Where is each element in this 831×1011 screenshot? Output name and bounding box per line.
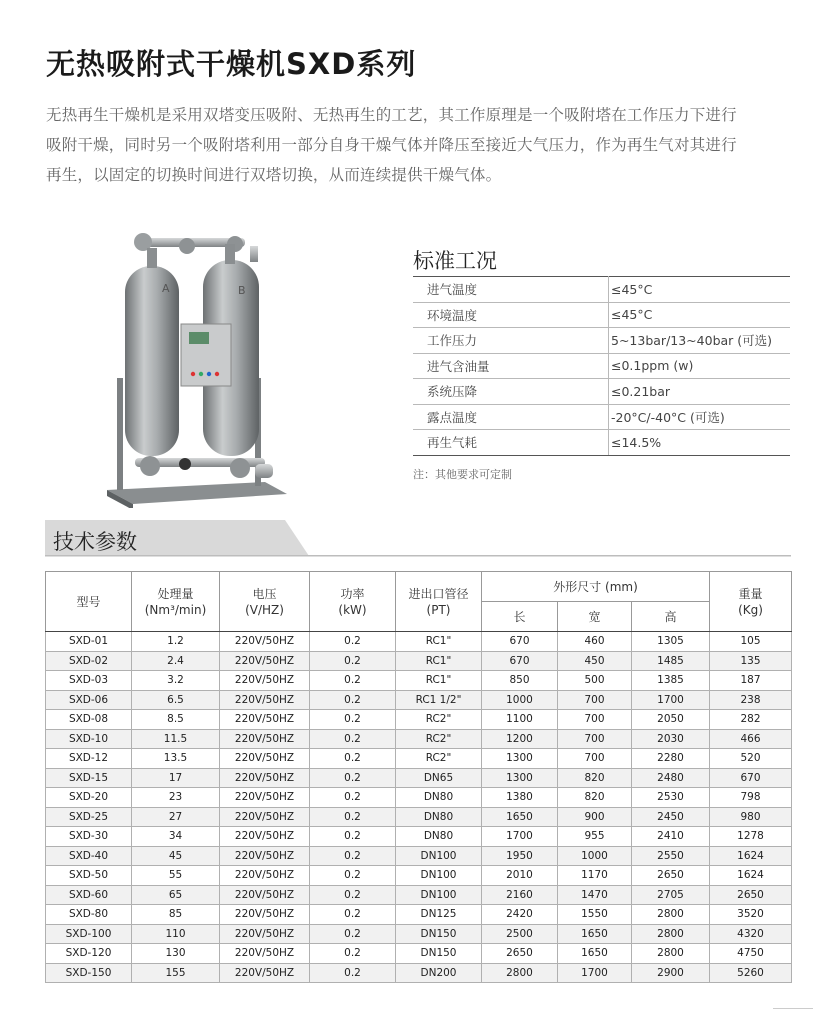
cell-length: 1650 <box>482 807 558 827</box>
cell-weight: 798 <box>710 788 792 808</box>
cell-length: 1300 <box>482 768 558 788</box>
table-row <box>46 924 792 944</box>
cell-width: 1550 <box>558 905 632 925</box>
intro-paragraph <box>46 100 806 190</box>
cell-model: SXD-150 <box>46 963 132 983</box>
condition-value: -20°C/-40°C (可选) <box>609 404 791 430</box>
condition-key: 环境温度 <box>413 302 609 328</box>
control-panel <box>181 324 231 386</box>
col-length: 长 <box>482 602 558 632</box>
cell-length: 670 <box>482 632 558 652</box>
table-row <box>46 905 792 925</box>
table-row <box>46 963 792 983</box>
cell-width: 1650 <box>558 924 632 944</box>
cell-voltage: 220V/50HZ <box>220 651 310 671</box>
cell-length: 1380 <box>482 788 558 808</box>
header-label: 功率 <box>340 586 365 601</box>
page-title: 无热吸附式干燥机SXD系列 <box>46 47 417 81</box>
condition-key: 进气含油量 <box>413 353 609 379</box>
cell-flow: 1.2 <box>132 632 220 652</box>
cell-model: SXD-50 <box>46 866 132 886</box>
cell-width: 450 <box>558 651 632 671</box>
cell-height: 2050 <box>632 710 710 730</box>
cell-port: RC2" <box>396 749 482 769</box>
table-row <box>46 846 792 866</box>
table-row <box>413 404 790 430</box>
cell-voltage: 220V/50HZ <box>220 963 310 983</box>
cell-flow: 23 <box>132 788 220 808</box>
col-height: 高 <box>632 602 710 632</box>
cell-weight: 238 <box>710 690 792 710</box>
cell-width: 700 <box>558 729 632 749</box>
tech-section-banner <box>45 520 791 558</box>
cell-power: 0.2 <box>310 710 396 730</box>
table-row <box>46 632 792 652</box>
cell-width: 1000 <box>558 846 632 866</box>
cell-voltage: 220V/50HZ <box>220 944 310 964</box>
cell-flow: 130 <box>132 944 220 964</box>
cell-model: SXD-120 <box>46 944 132 964</box>
condition-key: 系统压降 <box>413 379 609 405</box>
condition-value: ≤0.1ppm (w) <box>609 353 791 379</box>
condition-value: ≤45°C <box>609 302 791 328</box>
cell-power: 0.2 <box>310 924 396 944</box>
cell-length: 1300 <box>482 749 558 769</box>
cell-flow: 155 <box>132 963 220 983</box>
cell-model: SXD-06 <box>46 690 132 710</box>
cell-model: SXD-03 <box>46 671 132 691</box>
cell-port: DN150 <box>396 944 482 964</box>
cell-port: RC1" <box>396 671 482 691</box>
cell-power: 0.2 <box>310 788 396 808</box>
cell-port: DN100 <box>396 846 482 866</box>
tower-a <box>125 248 179 456</box>
cell-voltage: 220V/50HZ <box>220 827 310 847</box>
cell-length: 2800 <box>482 963 558 983</box>
cell-model: SXD-30 <box>46 827 132 847</box>
cell-model: SXD-01 <box>46 632 132 652</box>
cell-power: 0.2 <box>310 905 396 925</box>
cell-power: 0.2 <box>310 885 396 905</box>
header-label: 电压 <box>252 586 277 601</box>
cell-port: RC1 1/2" <box>396 690 482 710</box>
table-row <box>46 768 792 788</box>
cell-length: 1200 <box>482 729 558 749</box>
table-row <box>46 690 792 710</box>
condition-key: 工作压力 <box>413 328 609 354</box>
cell-weight: 5260 <box>710 963 792 983</box>
cell-flow: 11.5 <box>132 729 220 749</box>
table-row <box>413 430 790 456</box>
tech-section-title: 技术参数 <box>53 530 137 554</box>
table-row <box>46 729 792 749</box>
cell-power: 0.2 <box>310 671 396 691</box>
table-row <box>46 866 792 886</box>
cell-model: SXD-10 <box>46 729 132 749</box>
cell-power: 0.2 <box>310 690 396 710</box>
cell-model: SXD-25 <box>46 807 132 827</box>
cell-model: SXD-20 <box>46 788 132 808</box>
intro-line: 再生，以固定的切换时间进行双塔切换，从而连续提供干燥气体。 <box>46 166 502 184</box>
tower-b-label: B <box>238 284 246 297</box>
cell-power: 0.2 <box>310 807 396 827</box>
tech-table-body <box>46 632 792 983</box>
cell-width: 820 <box>558 788 632 808</box>
col-flow <box>132 572 220 632</box>
cell-height: 2530 <box>632 788 710 808</box>
cell-voltage: 220V/50HZ <box>220 846 310 866</box>
standard-conditions-table <box>413 276 790 456</box>
header-unit: (PT) <box>426 602 451 617</box>
condition-key: 再生气耗 <box>413 430 609 456</box>
cell-weight: 2650 <box>710 885 792 905</box>
header-label: 进出口管径 <box>408 586 469 601</box>
cell-width: 460 <box>558 632 632 652</box>
cell-width: 1700 <box>558 963 632 983</box>
cell-port: RC1" <box>396 651 482 671</box>
cell-height: 2480 <box>632 768 710 788</box>
cell-flow: 17 <box>132 768 220 788</box>
condition-key: 进气温度 <box>413 277 609 303</box>
cell-port: DN100 <box>396 866 482 886</box>
cell-port: RC2" <box>396 710 482 730</box>
cell-width: 700 <box>558 749 632 769</box>
cell-flow: 34 <box>132 827 220 847</box>
cell-height: 1700 <box>632 690 710 710</box>
cell-flow: 2.4 <box>132 651 220 671</box>
cell-weight: 670 <box>710 768 792 788</box>
condition-value: 5~13bar/13~40bar (可选) <box>609 328 791 354</box>
cell-height: 1305 <box>632 632 710 652</box>
cell-height: 2800 <box>632 905 710 925</box>
cell-weight: 520 <box>710 749 792 769</box>
table-row <box>46 671 792 691</box>
cell-power: 0.2 <box>310 846 396 866</box>
condition-value: ≤14.5% <box>609 430 791 456</box>
dryer-machine-image <box>105 228 290 508</box>
col-dimensions: 外形尺寸 (mm) <box>482 572 710 602</box>
cell-height: 1485 <box>632 651 710 671</box>
cell-length: 850 <box>482 671 558 691</box>
cell-flow: 27 <box>132 807 220 827</box>
cell-voltage: 220V/50HZ <box>220 749 310 769</box>
table-row <box>413 379 790 405</box>
cell-voltage: 220V/50HZ <box>220 768 310 788</box>
cell-weight: 1624 <box>710 846 792 866</box>
cell-voltage: 220V/50HZ <box>220 729 310 749</box>
cell-height: 2030 <box>632 729 710 749</box>
cell-width: 1650 <box>558 944 632 964</box>
cell-width: 955 <box>558 827 632 847</box>
cell-model: SXD-02 <box>46 651 132 671</box>
cell-weight: 1624 <box>710 866 792 886</box>
cell-port: DN80 <box>396 807 482 827</box>
cell-width: 900 <box>558 807 632 827</box>
cell-model: SXD-40 <box>46 846 132 866</box>
col-power <box>310 572 396 632</box>
cell-flow: 8.5 <box>132 710 220 730</box>
cell-voltage: 220V/50HZ <box>220 924 310 944</box>
header-unit: (V/HZ) <box>245 602 284 617</box>
cell-flow: 85 <box>132 905 220 925</box>
cell-voltage: 220V/50HZ <box>220 866 310 886</box>
cell-width: 1470 <box>558 885 632 905</box>
cell-flow: 65 <box>132 885 220 905</box>
cell-height: 2410 <box>632 827 710 847</box>
cell-voltage: 220V/50HZ <box>220 807 310 827</box>
col-weight <box>710 572 792 632</box>
cell-height: 2900 <box>632 963 710 983</box>
cell-weight: 980 <box>710 807 792 827</box>
cell-voltage: 220V/50HZ <box>220 788 310 808</box>
cell-power: 0.2 <box>310 944 396 964</box>
cell-flow: 3.2 <box>132 671 220 691</box>
cell-width: 500 <box>558 671 632 691</box>
cell-model: SXD-15 <box>46 768 132 788</box>
table-row <box>46 710 792 730</box>
cell-height: 1385 <box>632 671 710 691</box>
cell-width: 1170 <box>558 866 632 886</box>
cell-voltage: 220V/50HZ <box>220 671 310 691</box>
cell-flow: 6.5 <box>132 690 220 710</box>
header-unit: (Nm³/min) <box>144 602 207 617</box>
cell-model: SXD-12 <box>46 749 132 769</box>
cell-width: 700 <box>558 690 632 710</box>
cell-power: 0.2 <box>310 729 396 749</box>
header-unit: (kW) <box>338 602 367 617</box>
cell-flow: 13.5 <box>132 749 220 769</box>
table-row <box>46 827 792 847</box>
condition-value: ≤45°C <box>609 277 791 303</box>
intro-line: 吸附干燥，同时另一个吸附塔利用一部分自身干燥气体并降压至接近大气压力，作为再生气对其进行 <box>46 136 737 154</box>
cell-flow: 55 <box>132 866 220 886</box>
cell-weight: 135 <box>710 651 792 671</box>
cell-port: DN65 <box>396 768 482 788</box>
cell-height: 2650 <box>632 866 710 886</box>
header-label: 处理量 <box>157 586 194 601</box>
tech-parameters-table <box>45 571 792 983</box>
cell-port: DN200 <box>396 963 482 983</box>
page-rule <box>773 1008 813 1009</box>
cell-length: 1000 <box>482 690 558 710</box>
cell-weight: 105 <box>710 632 792 652</box>
table-row <box>413 353 790 379</box>
table-row <box>413 328 790 354</box>
cell-height: 2800 <box>632 944 710 964</box>
cell-model: SXD-60 <box>46 885 132 905</box>
custom-note: 注：其他要求可定制 <box>413 468 512 481</box>
col-model <box>46 572 132 632</box>
cell-power: 0.2 <box>310 749 396 769</box>
cell-weight: 3520 <box>710 905 792 925</box>
cell-voltage: 220V/50HZ <box>220 710 310 730</box>
cell-length: 2010 <box>482 866 558 886</box>
cell-width: 700 <box>558 710 632 730</box>
cell-height: 2705 <box>632 885 710 905</box>
cell-voltage: 220V/50HZ <box>220 905 310 925</box>
cell-port: RC2" <box>396 729 482 749</box>
cell-power: 0.2 <box>310 866 396 886</box>
tower-a-label: A <box>162 282 170 295</box>
cell-height: 2550 <box>632 846 710 866</box>
cell-port: DN150 <box>396 924 482 944</box>
table-row <box>46 788 792 808</box>
cell-model: SXD-80 <box>46 905 132 925</box>
col-width: 宽 <box>558 602 632 632</box>
cell-model: SXD-08 <box>46 710 132 730</box>
cell-voltage: 220V/50HZ <box>220 690 310 710</box>
header-label: 重量 <box>738 586 763 601</box>
table-row <box>413 277 790 303</box>
cell-length: 1950 <box>482 846 558 866</box>
cell-length: 2420 <box>482 905 558 925</box>
cell-weight: 1278 <box>710 827 792 847</box>
cell-port: DN80 <box>396 827 482 847</box>
cell-weight: 4320 <box>710 924 792 944</box>
col-port <box>396 572 482 632</box>
header-unit: (Kg) <box>738 602 763 617</box>
cell-weight: 4750 <box>710 944 792 964</box>
intro-line: 无热再生干燥机是采用双塔变压吸附、无热再生的工艺，其工作原理是一个吸附塔在工作压力下进行 <box>46 106 737 124</box>
cell-weight: 282 <box>710 710 792 730</box>
cell-model: SXD-100 <box>46 924 132 944</box>
cell-height: 2450 <box>632 807 710 827</box>
cell-length: 2160 <box>482 885 558 905</box>
cell-height: 2280 <box>632 749 710 769</box>
table-row <box>413 302 790 328</box>
cell-power: 0.2 <box>310 827 396 847</box>
cell-port: RC1" <box>396 632 482 652</box>
table-row <box>46 885 792 905</box>
table-row <box>46 651 792 671</box>
cell-voltage: 220V/50HZ <box>220 885 310 905</box>
cell-length: 2650 <box>482 944 558 964</box>
cell-port: DN80 <box>396 788 482 808</box>
cell-length: 670 <box>482 651 558 671</box>
cell-flow: 110 <box>132 924 220 944</box>
header-row <box>46 572 792 602</box>
table-row <box>46 944 792 964</box>
cell-port: DN125 <box>396 905 482 925</box>
table-row <box>46 807 792 827</box>
condition-value: ≤0.21bar <box>609 379 791 405</box>
header-label: 型号 <box>76 594 101 609</box>
cell-flow: 45 <box>132 846 220 866</box>
cell-power: 0.2 <box>310 963 396 983</box>
cell-power: 0.2 <box>310 651 396 671</box>
cell-height: 2800 <box>632 924 710 944</box>
cell-power: 0.2 <box>310 768 396 788</box>
cell-length: 2500 <box>482 924 558 944</box>
cell-width: 820 <box>558 768 632 788</box>
cell-port: DN100 <box>396 885 482 905</box>
condition-key: 露点温度 <box>413 404 609 430</box>
cell-power: 0.2 <box>310 632 396 652</box>
cell-weight: 466 <box>710 729 792 749</box>
cell-voltage: 220V/50HZ <box>220 632 310 652</box>
standard-conditions-title: 标准工况 <box>413 249 497 273</box>
cell-length: 1100 <box>482 710 558 730</box>
col-voltage <box>220 572 310 632</box>
cell-weight: 187 <box>710 671 792 691</box>
table-row <box>46 749 792 769</box>
cell-length: 1700 <box>482 827 558 847</box>
